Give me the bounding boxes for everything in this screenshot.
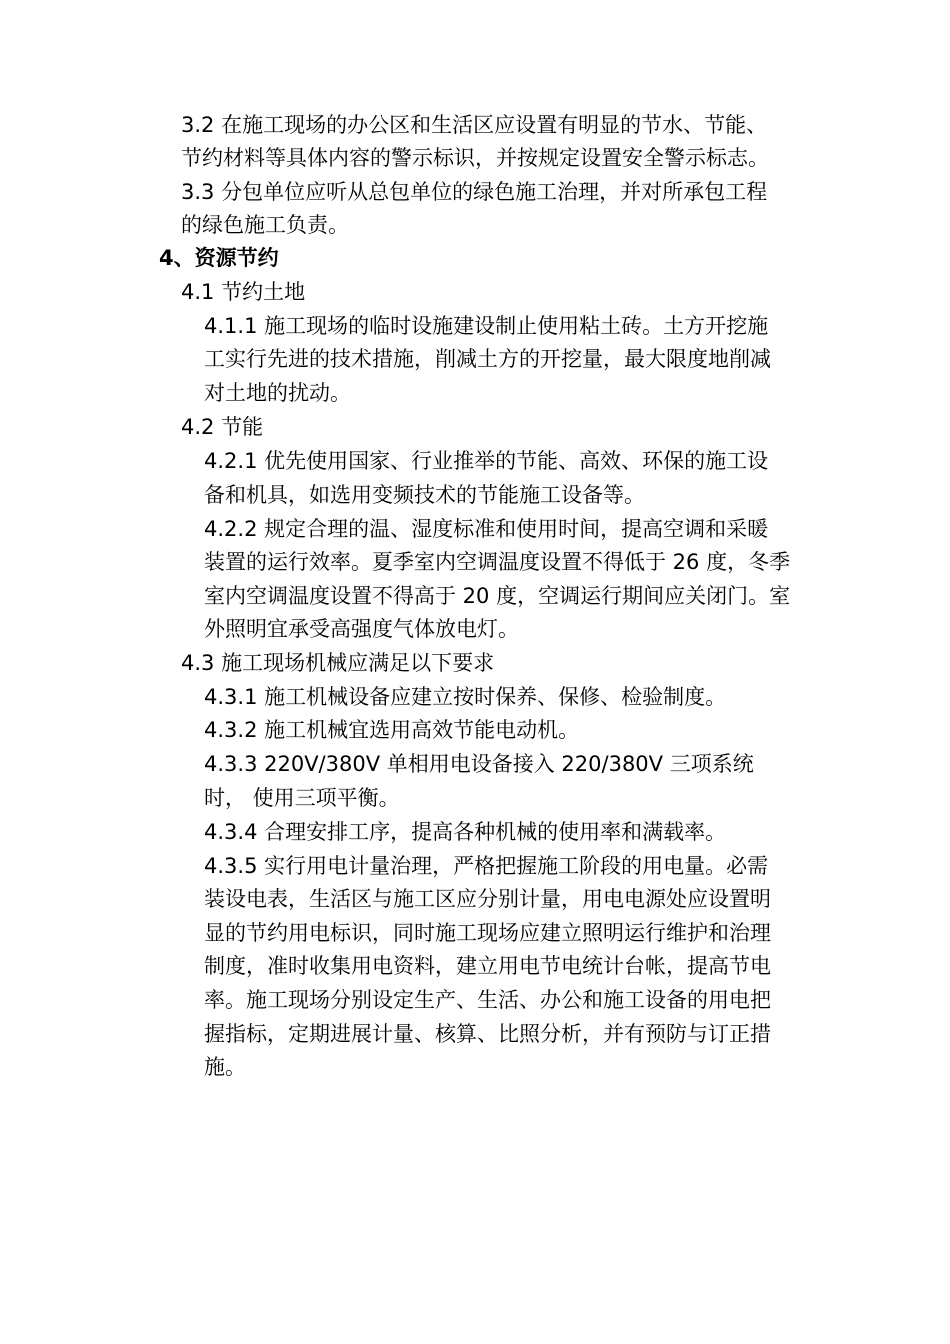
text-line: 时， 使用三项平衡。 [204,786,400,810]
subsection-heading: 4.1 节约土地 [181,280,306,304]
text-line: 4.3.2 施工机械宜选用高效节能电动机。 [204,718,580,742]
text-line: 工实行先进的技术措施，削减土方的开挖量，最大限度地削减 [204,347,771,371]
subsection-heading: 4.3 施工现场机械应满足以下要求 [181,651,495,675]
text-line: 施。 [204,1055,246,1079]
text-line: 显的节约用电标识，同时施工现场应建立照明运行维护和治理 [204,921,771,945]
text-line: 室内空调温度设置不得高于 20 度，空调运行期间应关闭门。室 [204,584,791,608]
text-line: 制度，准时收集用电资料，建立用电节电统计台帐，提高节电 [204,954,771,978]
subsection-heading: 4.2 节能 [181,415,264,439]
text-line: 4.2.2 规定合理的温、湿度标准和使用时间，提高空调和采暖 [204,517,769,541]
text-line: 对土地的扰动。 [204,381,351,405]
text-line: 装置的运行效率。夏季室内空调温度设置不得低于 26 度，冬季 [204,550,791,574]
text-line: 4.3.4 合理安排工序，提高各种机械的使用率和满载率。 [204,820,727,844]
text-line: 装设电表，生活区与施工区应分别计量，用电电源处应设置明 [204,887,771,911]
text-line: 3.3 分包单位应听从总包单位的绿色施工治理，并对所承包工程 [181,180,768,204]
text-line: 3.2 在施工现场的办公区和生活区应设置有明显的节水、节能、 [181,113,768,137]
text-line: 率。施工现场分别设定生产、生活、办公和施工设备的用电把 [204,988,771,1012]
text-line: 节约材料等具体内容的警示标识，并按规定设置安全警示标志。 [181,146,769,170]
text-line: 握指标，定期进展计量、核算、比照分析，并有预防与订正措 [204,1022,771,1046]
text-line: 备和机具，如选用变频技术的节能施工设备等。 [204,483,645,507]
text-line: 外照明宜承受高强度气体放电灯。 [204,617,519,641]
section-heading: 4、资源节约 [159,246,279,270]
text-line: 4.1.1 施工现场的临时设施建设制止使用粘土砖。土方开挖施 [204,314,769,338]
text-line: 4.2.1 优先使用国家、行业推举的节能、高效、环保的施工设 [204,449,769,473]
text-line: 的绿色施工负责。 [181,213,349,237]
text-line: 4.3.1 施工机械设备应建立按时保养、保修、检验制度。 [204,685,727,709]
text-line: 4.3.3 220V/380V 单相用电设备接入 220/380V 三项系统 [204,752,754,776]
text-line: 4.3.5 实行用电计量治理，严格把握施工阶段的用电量。必需 [204,854,769,878]
